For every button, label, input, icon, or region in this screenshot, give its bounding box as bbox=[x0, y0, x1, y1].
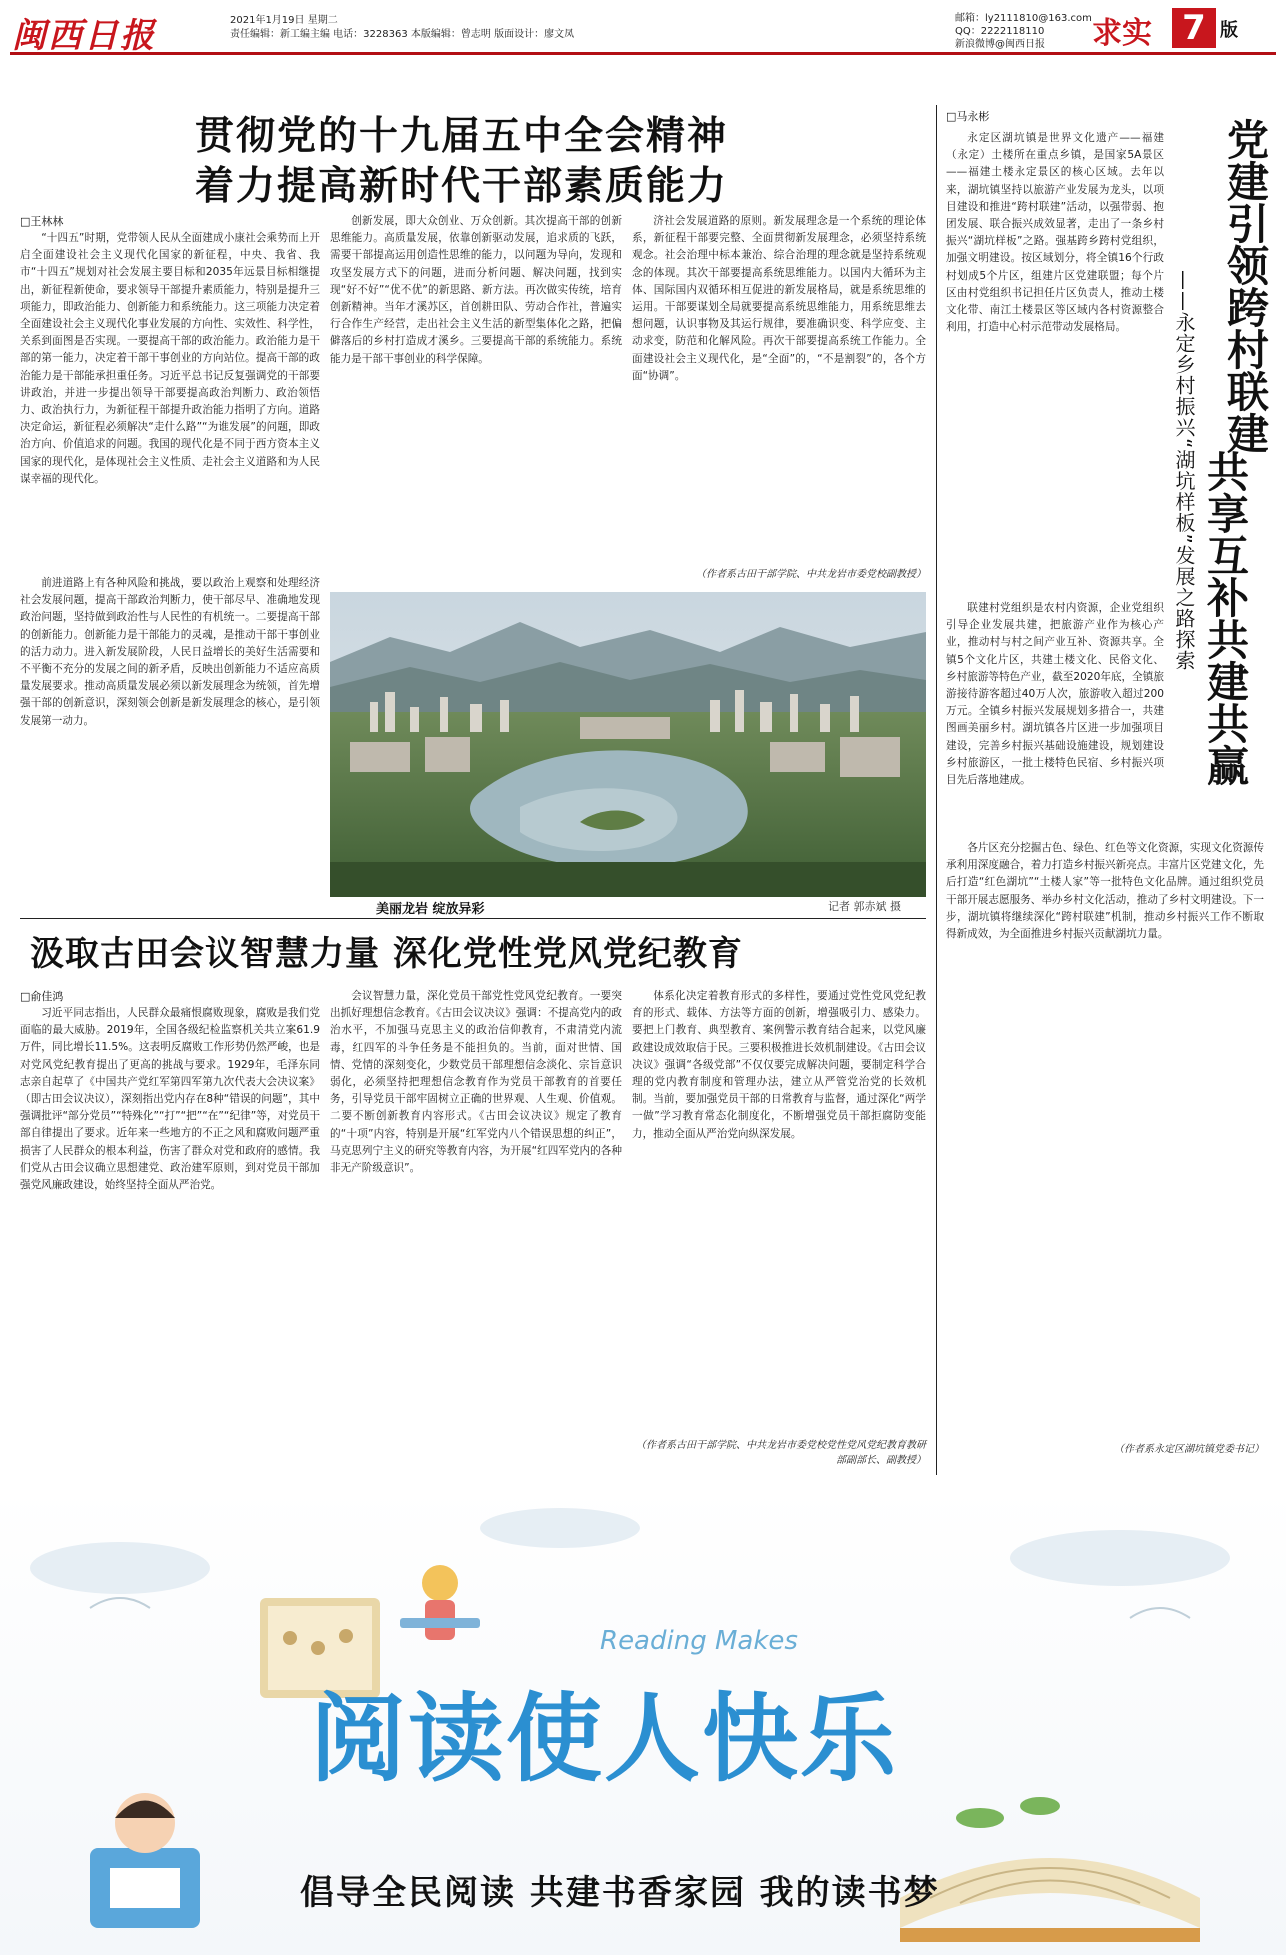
article2-author-note: （作者系古田干部学院、中共龙岩市委党校党性党风党纪教育教研部副部长、副教授） bbox=[636, 1440, 926, 1466]
side-col3-text: 各片区充分挖掘古色、绿色、红色等文化资源，实现文化资源传承利用深度融合，着力打造乡村振兴新亮点。丰富片区党建文化，先后打造“红色湖坑”“土楼人家”等一批特色文化品牌。通过组织党员干部开展志愿服务、举办乡村文化活动，推动了乡村文明建设。下一步，湖坑镇将继续深化“跨村联建”机制，推动乡村振兴工作不断取得新成效，为全面推进乡村振兴贡献湖坑力量。 bbox=[946, 842, 1264, 941]
city-photo-image bbox=[330, 592, 926, 897]
article2-headline: 汲取古田会议智慧力量 深化党性党风党纪教育 bbox=[30, 934, 743, 974]
issue-date: 2021年1月19日 星期二 bbox=[230, 15, 338, 26]
article2-column-2 bbox=[330, 988, 622, 1475]
section-divider bbox=[20, 918, 926, 919]
edition-info bbox=[230, 14, 574, 42]
article1-column-3 bbox=[330, 213, 622, 578]
article1-col4-text: 济社会发展道路的原则。新发展理念是一个系统的理论体系，新征程干部要完整、全面贯彻新发展理念，必须坚持系统观念。社会治理中标本兼治、综合治理的理念就是坚持系统观念的体现。其次干部要提高系统思维能力。以国内大循环为主体、国际国内双循环相互促进的新发展格局，就是系统思维的运用。干部要谋划全局就要提高系统思维能力，用系统思维去想问题，认识事物及其运行规律，要准确识变、科学应变、主动求变，防范和化解风险。再次干部要提高系统工作能力。全面建设社会主义现代化，是“全面”的，“不是割裂”的，各个方面“协调”。 bbox=[632, 215, 926, 382]
side-article-byline: □马永彬 bbox=[946, 110, 990, 123]
side-article-subtitle: ——永定乡村振兴“湖坑样板”发展之路探索 bbox=[1172, 270, 1196, 671]
article1-col3-text: 创新发展，即大众创业、万众创新。其次提高干部的创新思维能力。高质量发展，依靠创新驱动发展，追求质的飞跃，需要干部提高运用创造性思维的能力，以问题为导向，发现和攻坚发展方式下的问题，进而分析问题、解决问题，找到实现“好不好”“优不优”的新思路、新方法。再次做实传统，培育创新精神。当年才溪苏区，首创耕田队、劳动合作社，普遍实行合作生产经营，走出社会主义生活的新型集体化之路，把偏僻落后的乡村打造成才溪乡。三要提高干部的系统能力。系统能力是干部干事创业的科学保障。 bbox=[330, 215, 622, 365]
side-column-1 bbox=[946, 130, 1164, 590]
editor-line: 责任编辑：新工编主编 电话：3228363 本版编辑：曾志明 版面设计：廖文凤 bbox=[230, 29, 575, 40]
article1-column-4 bbox=[632, 213, 926, 563]
photo-caption: 美丽龙岩 绽放异彩 bbox=[376, 902, 485, 917]
side-col2-text: 联建村党组织是农村内资源，企业党组织引导企业发展共建，把旅游产业作为核心产业，推动村与村之间产业互补、资源共享。全镇5个文化片区，共建土楼文化、民俗文化、乡村旅游等特色产业，截至2020年底，全镇旅游接待游客超过40万人次，旅游收入超过200万元。全镇乡村振兴发展规划多措合一，共建图画美丽乡村。湖坑镇各片区进一步加强项目建设，完善乡村振兴基础设施建设，规划建设乡村旅游区，一批土楼特色民宿、乡村振兴项目先后落地建成。 bbox=[946, 602, 1164, 787]
contact-info bbox=[955, 12, 1092, 51]
side-article-title-line1: 党建引领跨村联建 bbox=[1221, 118, 1270, 454]
contact-qq: QQ：2222118110 bbox=[955, 26, 1045, 37]
side-column-2 bbox=[946, 600, 1164, 830]
reading-promo-english: Reading Makes bbox=[600, 1626, 798, 1656]
article1-col2-text: 前进道路上有各种风险和挑战，要以政治上观察和处理经济社会发展问题，提高干部政治判断力，使干部尽早、准确地发现政治问题，坚持做到政治性与人民性的有机统一。二要提高干部的创新能力。创新能力是干部能力的灵魂，是推动干部干事创业的活力动力。进入新发展阶段，人民日益增长的美好生活需要和不平衡不充分的发展之间的新矛盾，反映出创新能力不适应高质量发展要求。推动高质量发展必须以新发展理念为统领，首先增强干部的创新意识，深刻领会创新是新发展理念的核心，是引领发展第一动力。 bbox=[20, 577, 320, 727]
photo-credit: 记者 郭赤斌 摄 bbox=[828, 900, 901, 913]
article1-column-2 bbox=[20, 575, 320, 910]
masthead bbox=[10, 8, 1276, 55]
side-col1-text: 永定区湖坑镇是世界文化遗产——福建（永定）土楼所在重点乡镇，是国家5A景区——福建土楼永定景区的核心区域。去年以来，湖坑镇坚持以旅游产业发展为龙头，以项目建设和推进“跨村联建”活动，以强带弱、抱团发展、联合振兴成效显著，走出了一条乡村振兴“湖坑样板”之路。强基跨乡跨村党组织，加强文明建设。按区域划分，将全镇16个行政村划成5个片区，组建片区党建联盟；每个片区由村党组织书记担任片区负责人，推动土楼文化带、南江土楼景区等区域内各村资源整合利用，打造中心村示范带动发展格局。 bbox=[946, 132, 1164, 334]
side-column-3 bbox=[946, 840, 1264, 1435]
side-author-note: （作者系永定区湖坑镇党委书记） bbox=[1114, 1444, 1264, 1455]
article2-col1-text: 习近平同志指出，人民群众最痛恨腐败现象，腐败是我们党面临的最大威胁。2019年，全国各级纪检监察机关共立案61.9万件，同比增长11.5%。这表明反腐败工作形势仍然严峻，也是对党风党纪教育提出了更高的挑战与要求。1929年，毛泽东同志亲自起草了《中国共产党红军第四军第九次代表大会决议案》（即古田会议决议），深刻指出党内存在8种“错误的问题”，其中强调批评“部分党员”“特殊化”“打”“把”“在”“纪律”等，对党员干部自律提出了要求。近年来一些地方的不正之风和腐败问题严重损害了人民群众的根本利益，伤害了群众对党和政府的感情。我们党从古田会议确立思想建党、政治建军原则，到对党员干部加强党风廉政建设，始终坚持全面从严治党。 bbox=[20, 1007, 320, 1192]
contact-email: 邮箱：ly2111810@163.com bbox=[955, 13, 1092, 24]
city-photo bbox=[330, 592, 926, 897]
article1-col1-text: “十四五”时期，党带领人民从全面建成小康社会乘势而上开启全面建设社会主义现代化国家的新征程，中央、我省、我市“十四五”规划对社会发展主要目标和2035年远景目标相继提出，新征程新使命，要求领导干部提升素质能力，特别是提升三项能力，即政治能力、创新能力和系统能力。这三项能力决定着全面建设社会主义现代化事业发展的方向性、实效性、科学性，关系到面图是否实现。一要提高干部的政治能力。政治能力是干部的第一能力，决定着干部干事创业的方向站位。提高干部的政治能力是干部能承担重任务。习近平总书记反复强调党的干部要讲政治，并进一步提出领导干部要提高政治判断力、政治领悟力、政治执行力，为新征程干部提升政治能力指明了方向。道路决定命运，新征程必须解决“走什么路”“为谁发展”的问题，即政治方向、价值追求的问题。我国的现代化是不同于西方资本主义国家的现代化，是体现社会主义性质、走社会主义道路和为人民谋幸福的现代化。 bbox=[20, 232, 320, 485]
side-column-divider bbox=[936, 105, 937, 1475]
article1-headline-line1: 贯彻党的十九届五中全会精神 bbox=[195, 113, 729, 159]
article2-byline: □俞佳鸿 bbox=[20, 990, 64, 1003]
page-ban-label: 版 bbox=[1220, 20, 1238, 41]
article1-byline: □王林林 bbox=[20, 215, 64, 228]
reading-promo-slogan: 倡导全民阅读 共建书香家园 我的读书梦 bbox=[300, 1873, 940, 1913]
article1-author-note: （作者系古田干部学院、中共龙岩市委党校副教授） bbox=[696, 569, 926, 580]
article2-col2-text: 会议智慧力量，深化党员干部党性党风党纪教育。一要突出抓好理想信念教育。《古田会议决议》强调：不提高党内的政治水平，不加强马克思主义的政治信仰教育，不肃清党内流毒，红四军的斗争任务是不能担负的。当前，面对世情、国情、党情的深刻变化，少数党员干部理想信念淡化、宗旨意识弱化，必须坚持把理想信念教育作为党员干部教育的首要任务，引导党员干部牢固树立正确的世界观、人生观、价值观。二要不断创新教育内容形式。《古田会议决议》规定了教育的“十项”内容，特别是开展“红军党内八个错误思想的纠正”，马克思列宁主义的研究等教育内容，为开展“红四军党内的各种非无产阶级意识”。 bbox=[330, 990, 622, 1175]
section-name: 求实 bbox=[1092, 16, 1152, 51]
contact-weibo: 新浪微博@闽西日报 bbox=[955, 39, 1045, 50]
page-number-badge: 7 bbox=[1172, 8, 1216, 48]
article1-headline-line2: 着力提高新时代干部素质能力 bbox=[195, 163, 729, 209]
article2-col3-text: 体系化决定着教育形式的多样性，要通过党性党风党纪教育的形式、载体、方法等方面的创新，增强吸引力、感染力。要把上门教育、典型教育、案例警示教育结合起来，以党风廉政建设成效取信于民。三要积极推进长效机制建设。《古田会议决议》强调“各级党部”不仅仅要完成解决问题，要制定科学合理的党内教育制度和管理办法，建立从严管党治党的长效机制。当前，要加强党员干部的日常教育与监督，通过深化“两学一做”学习教育常态化制度化，不断增强党员干部拒腐防变能力，推动全面从严治党向纵深发展。 bbox=[632, 990, 926, 1140]
reading-promo-title: 阅读使人快乐 bbox=[310, 1683, 898, 1795]
article1-column-1 bbox=[20, 230, 320, 575]
newspaper-logo: 闽西日报 bbox=[12, 16, 156, 56]
side-article-title-line2: 共享互补共建共赢 bbox=[1201, 450, 1250, 786]
article2-column-1 bbox=[20, 1005, 320, 1475]
article2-column-3 bbox=[632, 988, 926, 1433]
